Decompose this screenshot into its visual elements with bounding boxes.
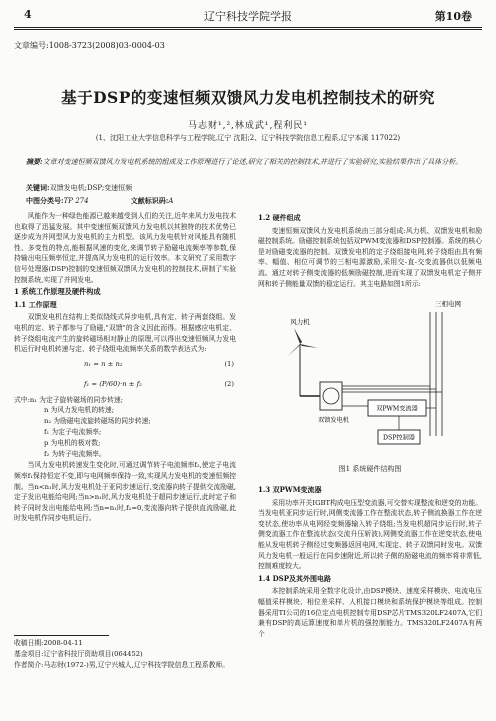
equation-1-body: n₁ = n ± n₂ (84, 359, 123, 368)
variable-item: p 为电机的极对数; (44, 439, 101, 448)
operation-paragraph: 当风力发电机转速发生变化时,可通过调节转子电流频率f₂,使定子电流频率f₁保持恒定不变,即与电网频率保持一致,实现风力发电机的变速恒频控制。当n<n₁时,风力发电机处于亚同步速运行,变流器向转子提供交流励磁,定子发出电能给电网;当n>n₁时,风力发电机处于超同步速运行,此时定子和转子同时发出电能给电网;当n=n₁时,f₂=0,变流器向转子提供直流励磁,此时发电机作同步电机运行。 (14, 461, 236, 523)
generator-label: 双馈发电机 (318, 417, 349, 424)
figure-caption: 图1 系统硬件结构图 (338, 465, 402, 473)
equation-2 (14, 375, 236, 395)
clc-value: TP 274 (63, 197, 89, 205)
abstract-label: 摘要: (26, 157, 43, 166)
hardware-paragraph: 变速恒频双馈风力发电机系统由三部分组成:风力机、双馈发电机和励磁控制系统。励磁控制系统包括双PWM变流器和DSP控制器。系统的核心是对励磁变流器的控制。双馈发电机的定子绕组接电网,转子绕组由具有频率、幅值、相位可调节的三相电源激励,采用交-直-交变流器供以低频电流。通过对转子侧变流器的低频励磁控制,进而实现了双馈发电机定子侧并网和转子侧能量双馈的稳定运行。其主电路如图1所示: (258, 226, 482, 288)
abstract (26, 156, 472, 168)
variable-item: n₂ 为励磁电流旋转磁场的同步转速; (44, 417, 151, 426)
fund-note: 基金项目:辽宁省科技厅资助项目(064452) (14, 650, 143, 658)
doc-code-value: A (168, 197, 174, 205)
section-heading-1: 1 系统工作原理及硬件构成 (14, 287, 101, 297)
header-rule-thick (14, 27, 482, 28)
equation-1-number: (1) (224, 359, 234, 368)
paper-title: 基于DSP的变速恒频双馈风力发电机控制技术的研究 (61, 88, 435, 107)
section-heading-1-4: 1.4 DSP及其外围电路 (258, 573, 332, 583)
converter-paragraph: 采用功率开关IGBT构成电压型变流器,可交替实现整流和逆变的功能。当发电机亚同步运行时,网侧变流器工作在整流状态,转子侧流换器工作在逆变状态,使功率从电网经变频器输入转子绕组;当发电机超同步运行时,转子侧变流器工作在整流状态(交流升压斩波),网侧变流器工作在逆变状态,使电能从发电机转子侧经过变频器返回电网,实现定、转子双馈同时发电。双馈风力发电机一般运行在同步速附近,所以转子侧的励磁电流的频率将非常低,控制难度较大。 (258, 498, 482, 571)
journal-name: 辽宁科技学院学报 (204, 10, 292, 23)
clc-label: 中图分类号: (26, 196, 64, 205)
right-column-bottom (258, 483, 482, 639)
section-heading-1-3: 1.3 双PWM变流器 (258, 485, 322, 494)
turbine-label: 风力机 (290, 318, 310, 326)
footnote (14, 638, 236, 671)
section-heading-1-1: 1.1 工作原理 (14, 299, 57, 309)
section-heading-1-2: 1.2 硬件组成 (258, 213, 301, 222)
where-clause: 式中:n₁ 为定子旋转磁场的同步转速; (14, 395, 123, 404)
equation-1 (14, 355, 236, 375)
abstract-text: 文章对变速恒频双馈风力发电机系统的组成及工作原理进行了论述,研究了相关的控制技术,并进行了实验研究,实验结果作出了具体分析。 (42, 158, 463, 166)
running-header (14, 8, 482, 26)
issue-label: 第10卷 (434, 10, 472, 23)
variable-item: f₂ 为转子电流频率。 (44, 450, 106, 459)
variable-list (14, 405, 236, 460)
keywords (26, 182, 472, 194)
right-column-top (258, 211, 482, 289)
received-date: 收稿日期:2008-04-11 (14, 639, 83, 647)
grid-label: 三相电网 (435, 300, 461, 308)
classification (26, 195, 472, 207)
author-bio: 作者简介:马志财(1972-)男,辽宁兴城人,辽宁科技学院信息工程系教师。 (14, 661, 230, 669)
footnote-rule (14, 635, 109, 636)
keywords-text: 双馈发电机;DSP;变速恒频 (49, 184, 133, 192)
intro-paragraph: 风能作为一种绿色能源已越来越受到人们的关注,近年来风力发电技术也取得了迅猛发展。其中变速恒频双馈风力发电机以其独特的技术优势已逐步成为并网型风力发电机的主力机型。该风力发电机针对风能具有随机性、多变性的特点,能根据风速的变化,来调节转子励磁电流频率等参数,保持输出电压频率恒定,并提高风力发电机的运行效率。本文研究了采用数字信号处理器(DSP)控制的变速恒频双馈风力发电机的控制技术,研制了实验控制系统,实现了并网发电。 (14, 212, 236, 284)
converter-label: 双PWM变流器 (376, 405, 418, 413)
page-number: 4 (24, 8, 32, 21)
turbine-icon (288, 328, 318, 396)
header-rule-thin (14, 29, 482, 30)
principle-paragraph: 双馈发电机在结构上类似绕线式异步电机,具有定、转子两套绕组。发电机的定、转子都参与了励磁,"双馈"的含义因此而得。根据感应电机定、转子绕组电流产生的旋转磁场相对静止的原理,可以得出变速恒频风力发电机运行时电机转速与定、转子绕组电流频率关系的数学表达式为: (14, 313, 236, 354)
doc-code-label: 文献标识码: (130, 196, 169, 205)
generator-icon (323, 388, 339, 404)
left-column (14, 211, 236, 524)
author-list: 马志财¹,²,林成武¹,程利民¹ (187, 121, 308, 131)
variable-item: n 为风力发电机的转速; (44, 406, 114, 415)
affiliation: (1、沈阳工业大学信息科学与工程学院,辽宁 沈阳;2、辽宁科技学院信息工程系,辽宁本溪 117022) (95, 134, 401, 142)
system-figure (258, 296, 482, 454)
dsp-label: DSP控制器 (383, 434, 415, 442)
article-number: 文章编号:1008-3723(2008)03-0004-03 (14, 41, 165, 50)
equation-2-body: f₁ = (P/60)·n ± f₂ (84, 379, 142, 388)
variable-item: f₁ 为定子电流频率; (44, 428, 102, 437)
keywords-label: 关键词: (26, 183, 50, 192)
dsp-paragraph: 本控制系统采用全数字化设计,由DSP模块、速度采样模块、电流电压幅值采样模块、相位差采样、人机接口模块和系统保护模块等组成。控制器采用TI公司的16位定点电机控制专用DSP芯片TMS320LF2407A,它们兼有DSP的高运算速度和单片机的强控制能力。TMS320LF2407A有两个 (258, 587, 482, 638)
equation-2-number: (2) (224, 379, 234, 388)
